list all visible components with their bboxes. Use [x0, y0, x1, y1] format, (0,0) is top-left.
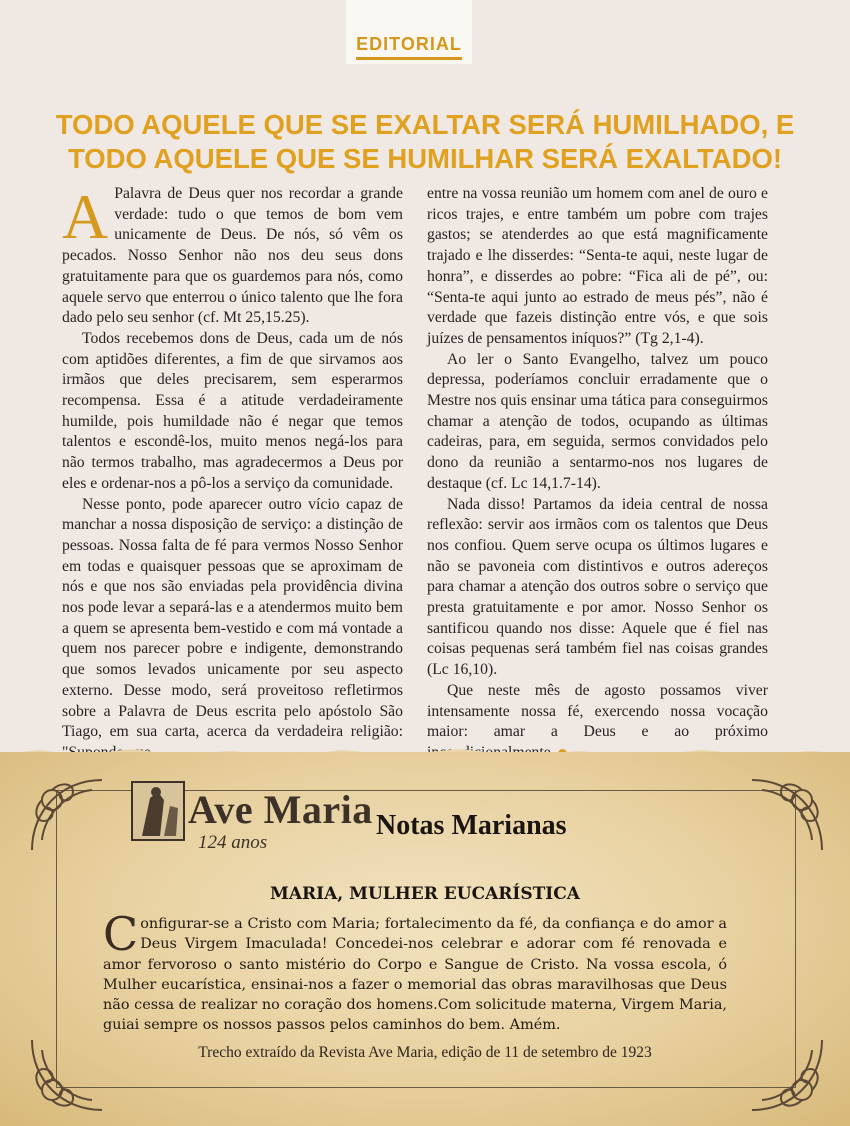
drop-cap: C [103, 907, 139, 961]
article-paragraph: Ao ler o Santo Evangelho, talvez um pouco depressa, poderíamos concluir erradamente que o Mestre nos quis ensinar uma tática para conseguirmos chamar a atenção de todos, ocupando as últimas cadeiras, para, em seguida, sermos convidados pelo dono da reunião a sentarmo-nos nos lugares de destaque (cf. Lc 14,1.7-14). [427, 350, 768, 492]
article-paragraph: Nada disso! Partamos da ideia central de nossa reflexão: servir aos irmãos com os talentos que Deus nos confiou. Quem serve ocupa os últimos lugares e não se pavoneia com distintivos e outros adereços para chamar a atenção dos outros sobre o serviço que presta gratuitamente e por amor. Nosso Senhor os santificou quando nos disse: Aquele que é fiel nas coisas pequenas será também fiel nas coisas grandes (Lc 16,10). [427, 495, 768, 679]
drop-cap: A [62, 181, 109, 252]
article-column-right [427, 184, 768, 764]
corner-ornament-icon [22, 770, 112, 860]
article-paragraph: Nesse ponto, pode aparecer outro vício capaz de manchar a nossa disposição de serviço: a distinção de pessoas. Nossa falta de fé para vermos Nosso Senhor em todas e quaisquer pessoas que se aproximam de nós e que nos são enviadas pela providência divina nos pode levar a separá-las e a atendermos muito bem a quem se apresenta bem-vestido e com má vontade a quem nos parecer pobre e indigente, demonstrando que somos levados unicamente por seu aspecto externo. Desse modo, será proveitoso refletirmos sobre a Palavra de Deus escrita pelo apóstolo São Tiago, em sua carta, acerca da verdadeira religião: [62, 495, 403, 741]
article-column-left [62, 181, 403, 764]
article-paragraph-text: Que neste mês de agosto possamos viver intensamente nossa fé, exercendo nossa vocação maior: amar a Deus e ao próximo [427, 681, 768, 741]
article-paragraph: entre na vossa reunião um homem com anel de ouro e ricos trajes, e entre também um pobre com trajes gastos; se atenderdes ao que está magnificamente trajado e lhe disserdes: “Senta-te aqui, neste lugar de honra”, e disserdes ao pobre: “Fica ali de pé”, ou: “Senta-te aqui junto ao estrado de meus pés”, não é verdade que fazeis distinção entre vós, e que sois juízes de pensamentos iníquos?” (Tg 2,1-4). [427, 185, 768, 347]
logo-wordmark: Ave Maria [188, 787, 373, 832]
notes-article-text: onfigurar-se a Cristo com Maria; fortalecimento da fé, da confiança e do amor a Deus Virgem Imaculada! Concedei-nos celebrar e adorar com fé renovada e amor fervoroso o santo mistério do Corpo e Sangue de Cristo. Na vossa escola, ó Mulher eucarística, ensinai-nos a fazer o memorial das obras maravilhosas que Deus não cessa de realizar no coração dos homens.Com solicitude materna, Virgem Maria, guiai sempre os nossos passos pelos caminhos do bem. Amém. [103, 916, 727, 1034]
headline [40, 108, 810, 176]
notes-article-title: MARIA, MULHER EUCARÍSTICA [270, 884, 580, 904]
corner-ornament-icon [742, 770, 832, 860]
article-paragraph [62, 181, 403, 329]
section-tab [346, 0, 472, 64]
headline-line-1: TODO AQUELE QUE SE EXALTAR SERÁ HUMILHADO, E [55, 109, 795, 140]
headline-line-2: TODO AQUELE QUE SE HUMILHAR SERÁ EXALTADO! [67, 143, 782, 174]
logo-years: 124 anos [198, 832, 268, 853]
source-credit: Trecho extraído da Revista Ave Maria, edição de 11 de setembro de 1923 [198, 1044, 652, 1061]
article-paragraph-text: Palavra de Deus quer nos recordar a grande verdade: tudo o que temos de bom vem unicamente de Deus. De nós, só vêm os pecados. Nosso Senhor não nos deu seus dons gratuitamente para que os guardemos para nós, como aquele servo que enterrou o único talento que lhe fora dado pelo seu senhor (cf. Mt 25,15.25). [62, 185, 403, 327]
article-paragraph: Todos recebemos dons de Deus, cada um de nós com aptidões diferentes, a fim de que sirvamos aos irmãos que deles precisarem, sem esperarmos recompensa. Essa é a atitude verdadeiramente humilde, pois humildade não é negar que temos talentos e escondê-los, muito menos negá-los para não termos trabalho, mas agradecermos a Deus por eles e ordenar-nos a pô-los a serviço da comunidade. [62, 329, 403, 492]
section-tab-label: EDITORIAL [356, 34, 462, 60]
notes-article-body [103, 907, 727, 1036]
section-title: Notas Marianas [376, 810, 567, 841]
